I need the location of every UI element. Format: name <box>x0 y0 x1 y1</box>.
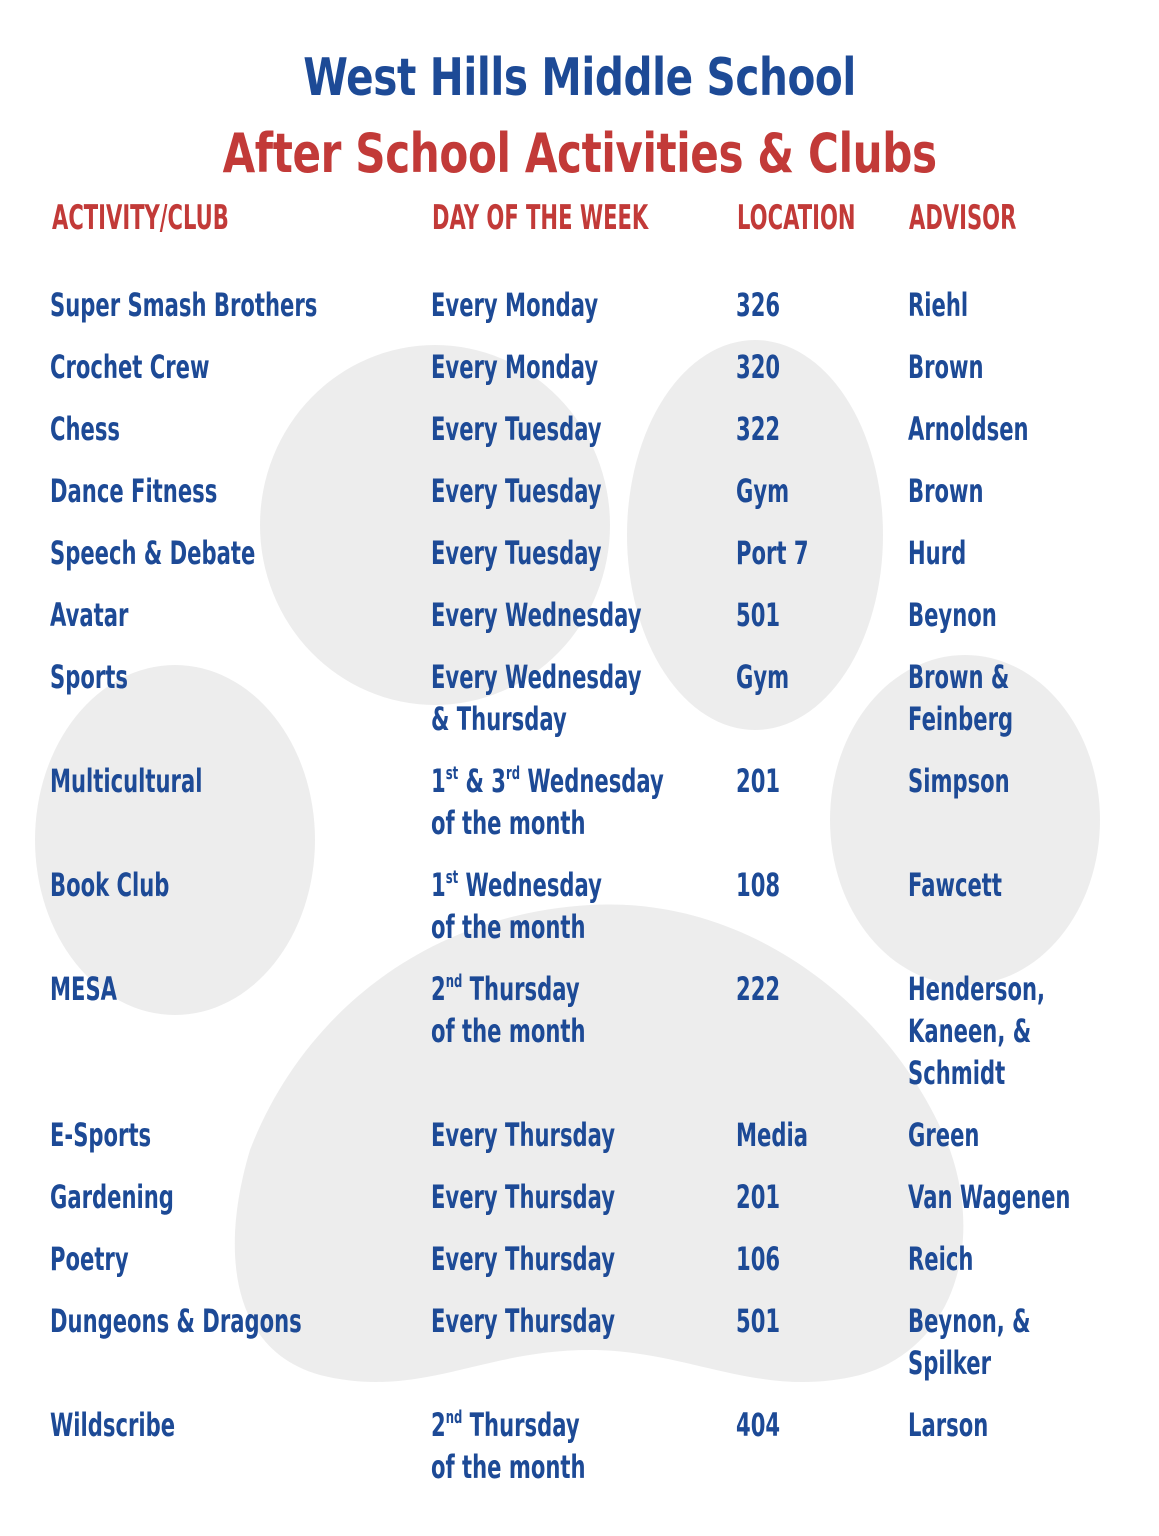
cell-advisor <box>908 346 984 388</box>
cell-day-line: Every Wednesday <box>431 658 642 696</box>
cell-activity <box>50 408 120 450</box>
cell-location-line: Port 7 <box>736 534 809 572</box>
cell-activity <box>50 284 317 326</box>
cell-day <box>431 408 602 450</box>
cell-day-line: Every Monday <box>431 286 599 324</box>
cell-day-line: & Thursday <box>431 700 567 738</box>
page-subtitle: After School Activities & Clubs <box>222 122 937 185</box>
cell-activity-line: Dance Fitness <box>50 472 218 510</box>
cell-advisor-line: Reich <box>908 1240 974 1278</box>
cell-activity-line: Avatar <box>50 596 129 634</box>
cell-advisor <box>908 594 997 636</box>
cell-advisor-line: Beynon <box>908 596 997 634</box>
column-header-location: LOCATION <box>737 198 856 238</box>
cell-day-line: Every Thursday <box>431 1178 616 1216</box>
cell-advisor <box>908 1114 979 1156</box>
cell-advisor-line: Riehl <box>908 286 969 324</box>
cell-advisor-line: Feinberg <box>908 700 1014 738</box>
cell-activity-line: Chess <box>50 410 121 448</box>
cell-location <box>736 864 780 906</box>
cell-day <box>431 864 602 948</box>
cell-activity <box>50 656 128 698</box>
cell-advisor-line: Hurd <box>908 534 967 572</box>
cell-day <box>431 284 598 326</box>
cell-activity <box>50 594 128 636</box>
cell-activity-line: Poetry <box>50 1240 129 1278</box>
cell-advisor-line: Larson <box>908 1406 989 1444</box>
cell-day-line: Every Tuesday <box>431 534 602 572</box>
cell-location <box>736 532 809 574</box>
cell-advisor <box>908 284 968 326</box>
cell-advisor <box>908 532 966 574</box>
cell-location <box>736 968 780 1010</box>
cell-activity-line: E-Sports <box>50 1116 152 1154</box>
cell-day <box>431 532 602 574</box>
cell-advisor-line: Beynon, & <box>908 1302 1031 1340</box>
cell-location-line: 201 <box>736 762 781 800</box>
cell-location <box>736 594 780 636</box>
cell-day-line: of the month <box>431 804 586 842</box>
cell-location-line: 501 <box>736 596 781 634</box>
cell-advisor-line: Van Wagenen <box>908 1178 1071 1216</box>
cell-day <box>431 470 602 512</box>
cell-location-line: 320 <box>736 348 781 386</box>
cell-location <box>736 408 780 450</box>
cell-day <box>431 1114 615 1156</box>
cell-location-line: 326 <box>736 286 781 324</box>
cell-activity-line: Multicultural <box>50 762 203 800</box>
cell-advisor <box>908 1300 1031 1384</box>
cell-activity-line: MESA <box>50 970 118 1008</box>
cell-day <box>431 1300 615 1342</box>
cell-day <box>431 594 641 636</box>
cell-location-line: Gym <box>736 658 790 696</box>
cell-day-line: 2nd Thursday <box>431 1406 580 1444</box>
cell-day-line: 1st & 3rd Wednesday <box>431 762 664 800</box>
cell-advisor <box>908 470 984 512</box>
cell-location-line: 404 <box>736 1406 781 1444</box>
cell-day <box>431 1404 586 1488</box>
cell-day-line: Every Thursday <box>431 1240 616 1278</box>
cell-day <box>431 346 598 388</box>
cell-activity <box>50 532 255 574</box>
cell-advisor-line: Brown & <box>908 658 1010 696</box>
cell-activity <box>50 760 202 802</box>
cell-advisor-line: Kaneen, & <box>908 1012 1032 1050</box>
cell-activity-line: Speech & Debate <box>50 534 256 572</box>
cell-activity <box>50 1300 302 1342</box>
cell-day-line: Every Monday <box>431 348 599 386</box>
cell-location-line: 222 <box>736 970 781 1008</box>
cell-location-line: 201 <box>736 1178 781 1216</box>
cell-activity-line: Dungeons & Dragons <box>50 1302 302 1340</box>
cell-location-line: 106 <box>736 1240 781 1278</box>
cell-day <box>431 1238 615 1280</box>
cell-location <box>736 346 780 388</box>
page-title: West Hills Middle School <box>303 48 856 108</box>
cell-location-line: 322 <box>736 410 781 448</box>
cell-day-line: 1st Wednesday <box>431 866 602 904</box>
cell-advisor-line: Simpson <box>908 762 1010 800</box>
cell-activity <box>50 346 210 388</box>
cell-day-line: Every Thursday <box>431 1302 616 1340</box>
cell-day <box>431 656 641 740</box>
cell-day-line: 2nd Thursday <box>431 970 580 1008</box>
column-header-advisor: ADVISOR <box>909 198 1017 238</box>
cell-location <box>736 470 789 512</box>
cell-day-line: of the month <box>431 1012 586 1050</box>
cell-day-line: of the month <box>431 908 586 946</box>
cell-activity <box>50 1176 174 1218</box>
cell-day-line: Every Thursday <box>431 1116 616 1154</box>
cell-activity <box>50 1114 151 1156</box>
cell-activity-line: Sports <box>50 658 128 696</box>
cell-activity <box>50 1404 175 1446</box>
cell-advisor <box>908 760 1010 802</box>
cell-advisor-line: Schmidt <box>908 1054 1006 1092</box>
cell-day-line: Every Tuesday <box>431 410 602 448</box>
cell-day-line: of the month <box>431 1448 586 1486</box>
cell-advisor <box>908 968 1045 1094</box>
cell-advisor <box>908 1238 973 1280</box>
cell-location <box>736 284 780 326</box>
cell-activity <box>50 864 169 906</box>
cell-activity <box>50 1238 129 1280</box>
column-header-activity: ACTIVITY/CLUB <box>52 198 229 238</box>
cell-advisor-line: Fawcett <box>908 866 1002 904</box>
cell-day-line: Every Wednesday <box>431 596 642 634</box>
cell-day <box>431 1176 615 1218</box>
cell-advisor-line: Brown <box>908 348 984 386</box>
cell-activity <box>50 470 217 512</box>
cell-advisor <box>908 1404 988 1446</box>
cell-location <box>736 1238 780 1280</box>
cell-advisor <box>908 656 1013 740</box>
cell-location <box>736 1114 808 1156</box>
cell-activity <box>50 968 117 1010</box>
cell-activity-line: Book Club <box>50 866 170 904</box>
cell-location <box>736 1176 780 1218</box>
paw-toe-far-left <box>35 665 315 1015</box>
cell-location <box>736 1300 780 1342</box>
cell-activity-line: Crochet Crew <box>50 348 210 386</box>
cell-advisor-line: Green <box>908 1116 980 1154</box>
cell-advisor-line: Arnoldsen <box>908 410 1029 448</box>
cell-location-line: Gym <box>736 472 790 510</box>
cell-advisor-line: Brown <box>908 472 984 510</box>
cell-location-line: Media <box>736 1116 808 1154</box>
cell-location-line: 108 <box>736 866 781 904</box>
cell-day <box>431 760 664 844</box>
cell-day <box>431 968 586 1052</box>
cell-location <box>736 656 789 698</box>
cell-location-line: 501 <box>736 1302 781 1340</box>
cell-advisor-line: Henderson, <box>908 970 1046 1008</box>
cell-activity-line: Gardening <box>50 1178 174 1216</box>
cell-location <box>736 760 780 802</box>
cell-day-line: Every Tuesday <box>431 472 602 510</box>
cell-advisor <box>908 1176 1070 1218</box>
cell-activity-line: Wildscribe <box>50 1406 176 1444</box>
cell-activity-line: Super Smash Brothers <box>50 286 318 324</box>
cell-advisor <box>908 408 1029 450</box>
cell-advisor-line: Spilker <box>908 1344 992 1382</box>
paw-toe-left <box>260 345 610 705</box>
cell-advisor <box>908 864 1002 906</box>
cell-location <box>736 1404 780 1446</box>
column-header-day: DAY OF THE WEEK <box>432 198 649 238</box>
